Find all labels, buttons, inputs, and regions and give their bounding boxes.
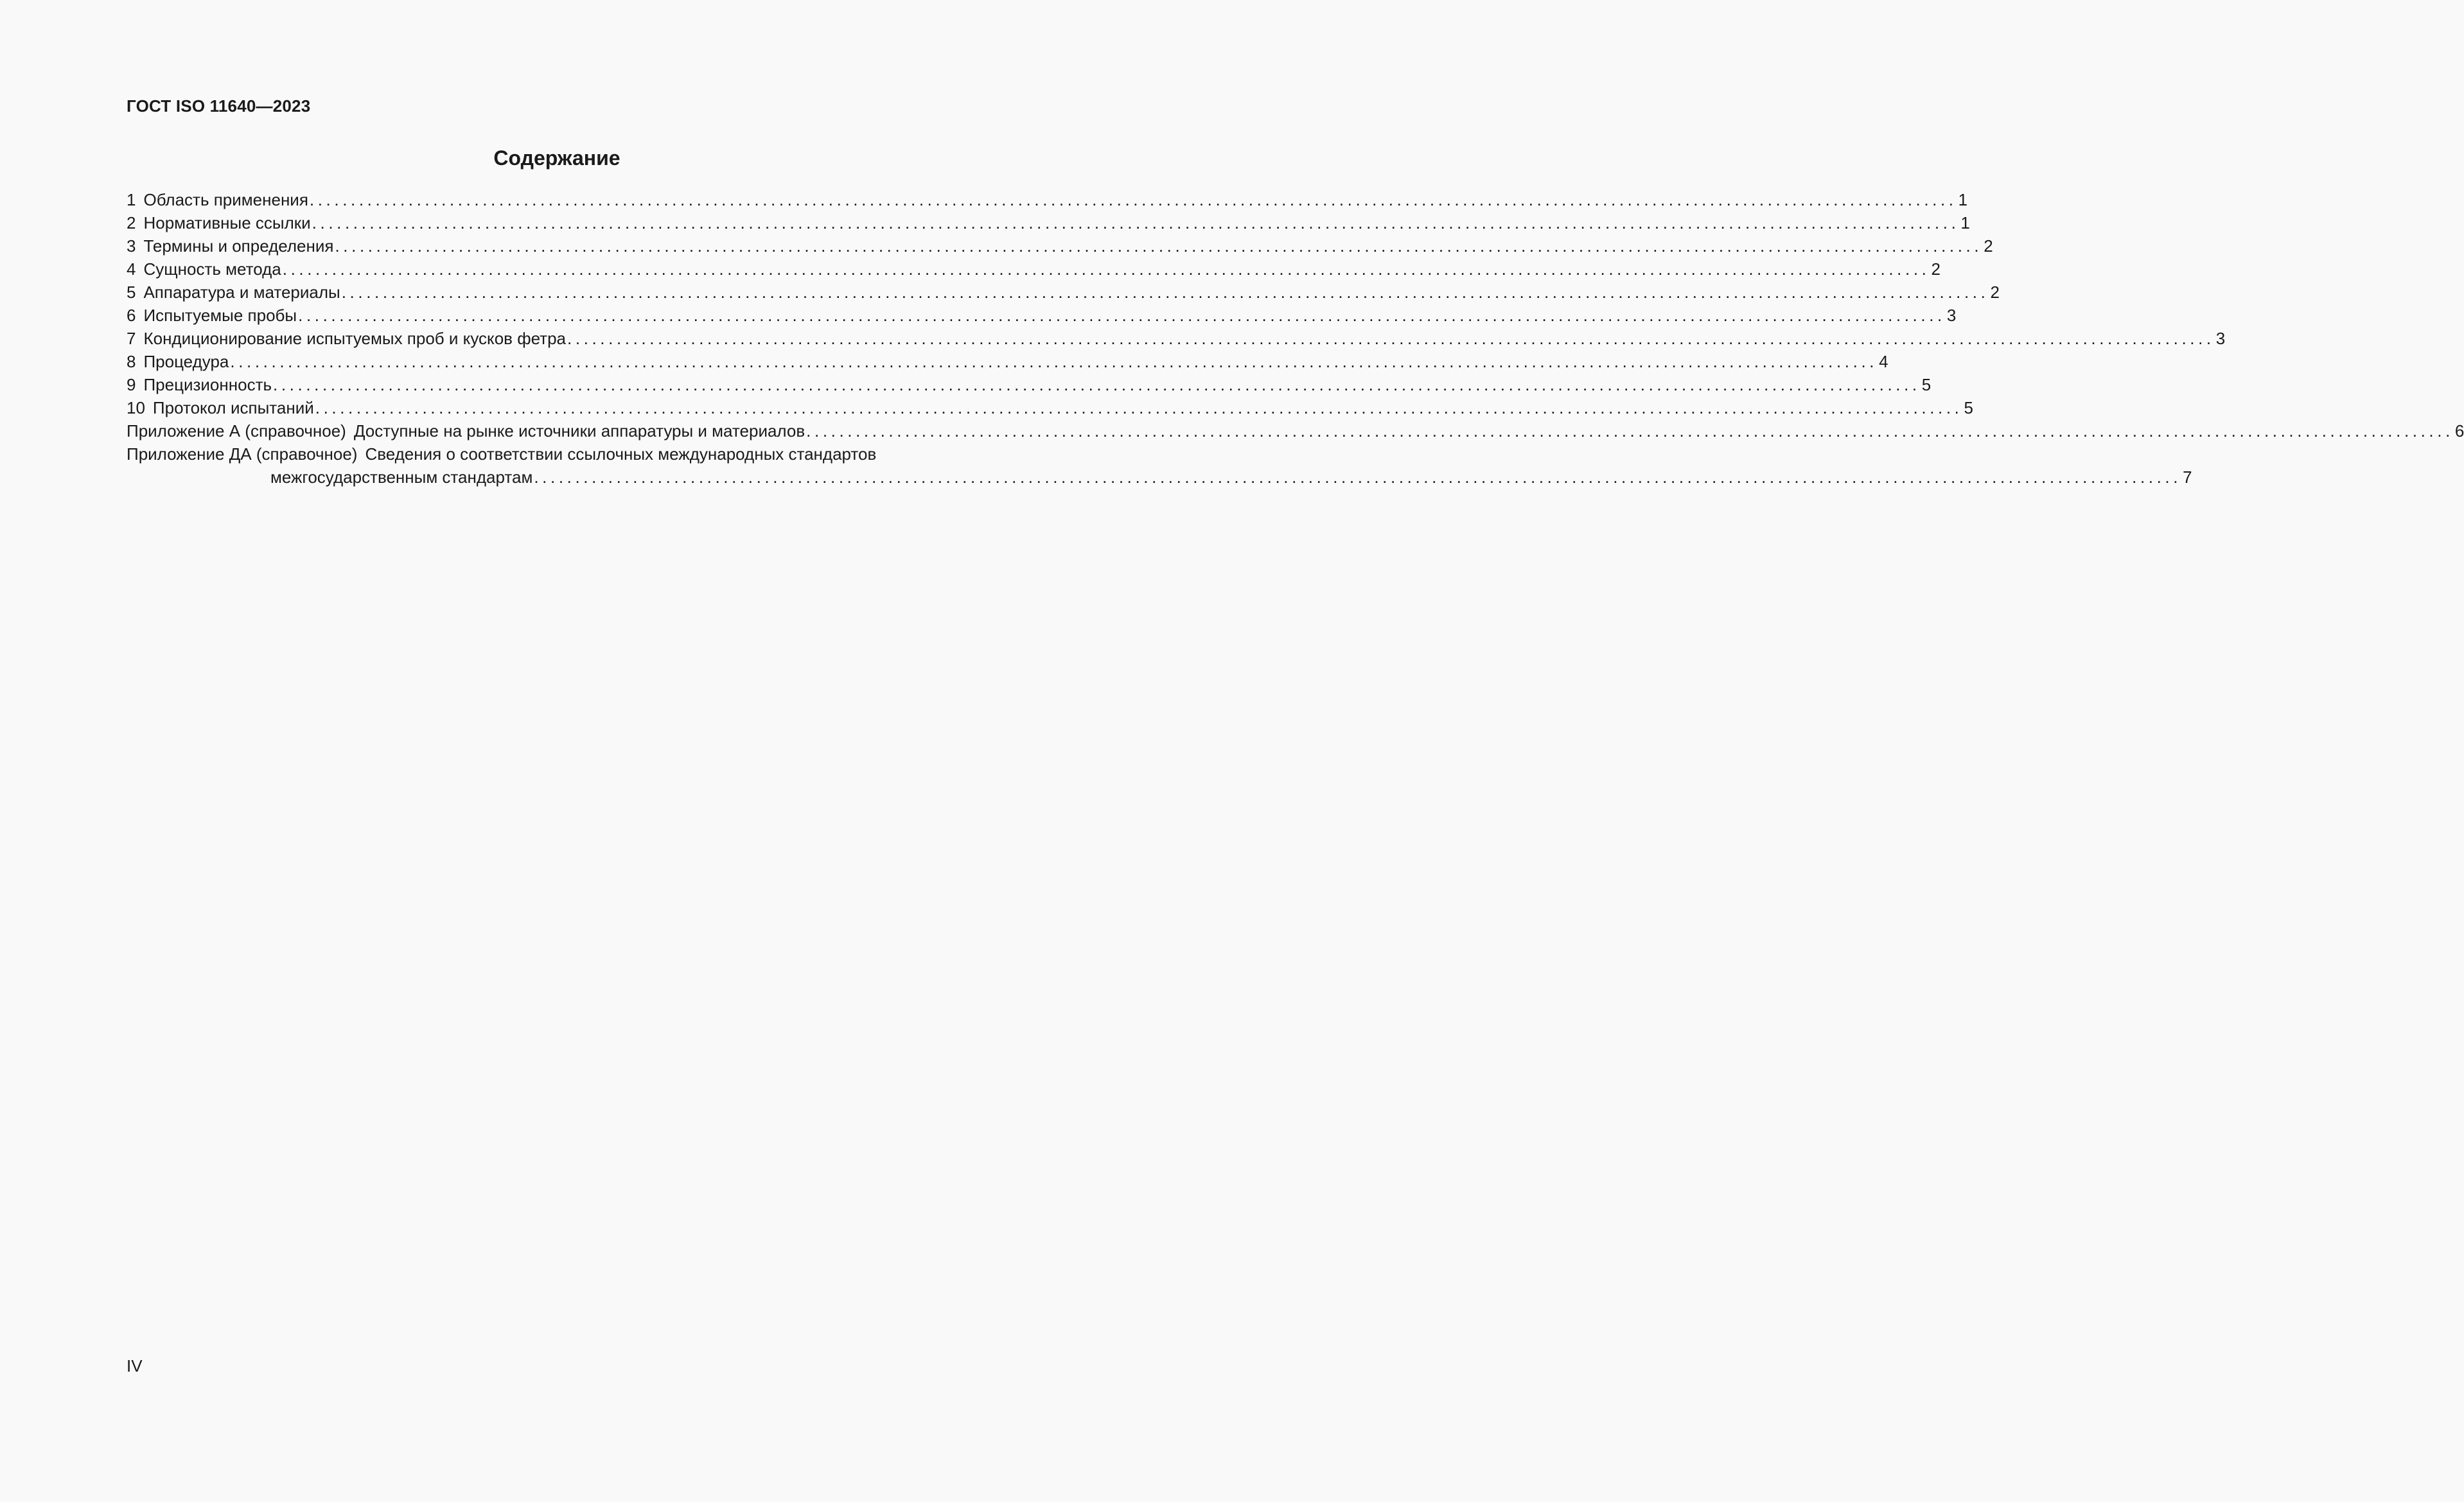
appendix-label: Приложение А (справочное) (127, 421, 346, 441)
toc-entry-number: 6 (127, 306, 136, 325)
toc-entry-number: 3 (127, 236, 136, 256)
toc-entry[interactable] (127, 211, 1970, 234)
toc-entry-title: Аппаратура и материалы (143, 283, 340, 302)
toc-entry-number: 9 (127, 375, 136, 394)
toc-entry-page: 2 (1990, 283, 2000, 302)
toc-entry[interactable] (127, 373, 1932, 396)
toc-entry-page: 5 (1921, 375, 1932, 394)
toc-entry[interactable] (127, 281, 2000, 304)
appendix-label: Приложение ДА (справочное) (127, 444, 358, 464)
toc-entry-page: 7 (2183, 467, 2192, 487)
toc-entry-title: Испытуемые пробы (143, 306, 297, 325)
toc-entry-title: Процедура (143, 352, 229, 371)
toc-entry-number: 8 (127, 352, 136, 371)
toc-entry[interactable] (127, 304, 1957, 327)
toc-entry-page: 3 (1946, 306, 1957, 325)
toc-entry[interactable] (127, 234, 1993, 258)
page-number: IV (127, 1356, 143, 1375)
toc-entry[interactable] (127, 327, 2226, 350)
toc-entry-appendix-a[interactable] (127, 419, 2464, 442)
toc-entry-appendix-da[interactable] (127, 442, 2192, 489)
toc-dot-leader: ........................................................................................................................................................................................................ (341, 283, 1989, 302)
toc-entry-number: 1 (127, 190, 136, 209)
toc-entry-title: Прецизионность (143, 375, 272, 394)
toc-entry-page: 5 (1964, 398, 1973, 417)
toc-entry-number: 10 (127, 398, 145, 417)
toc-dot-leader: ........................................................................................................................................................................................................ (273, 375, 1921, 394)
toc-entry-title: Кондиционирование испытуемых проб и кусков фетра (143, 329, 567, 348)
toc-entry-title: Термины и определения (143, 236, 334, 256)
toc-dot-leader: ........................................................................................................................................................................................................ (534, 467, 2182, 487)
document-header: ГОСТ ISO 11640—2023 (127, 96, 311, 116)
toc-entry-number: 4 (127, 259, 136, 279)
toc-entry[interactable] (127, 188, 1968, 211)
appendix-title: Доступные на рынке источники аппаратуры и материалов (353, 421, 805, 441)
toc-entry-page: 1 (1960, 213, 1970, 232)
toc-entry[interactable] (127, 396, 1973, 419)
toc-entry-title: Сущность метода (143, 259, 281, 279)
toc-dot-leader: ........................................................................................................................................................................................................ (230, 352, 1878, 371)
toc-dot-leader: ........................................................................................................................................................................................................ (335, 236, 1983, 256)
appendix-title-line1: Сведения о соответствии ссылочных международных стандартов (365, 444, 877, 464)
toc-entry[interactable] (127, 350, 1888, 373)
toc-dot-leader: ........................................................................................................................................................................................................ (567, 329, 2215, 348)
toc-entry-title: Область применения (143, 190, 308, 209)
toc-entry-page: 6 (2454, 421, 2464, 441)
toc-entry-title: Протокол испытаний (152, 398, 314, 417)
toc-entry-number: 5 (127, 283, 136, 302)
toc-entry-number: 2 (127, 213, 136, 232)
toc-dot-leader: ........................................................................................................................................................................................................ (312, 213, 1960, 232)
toc-entry-page: 2 (1984, 236, 1993, 256)
toc-entry-page: 3 (2215, 329, 2226, 348)
toc-dot-leader: ........................................................................................................................................................................................................ (315, 398, 1963, 417)
toc-dot-leader: ........................................................................................................................................................................................................ (806, 421, 2454, 441)
toc-entry[interactable] (127, 258, 1940, 281)
toc-title: Содержание (493, 146, 620, 170)
table-of-contents (127, 188, 2464, 489)
toc-dot-leader: ........................................................................................................................................................................................................ (309, 190, 1957, 209)
toc-entry-page: 2 (1931, 259, 1940, 279)
appendix-title-line2: межгосударственным стандартам (270, 467, 533, 487)
toc-entry-page: 1 (1958, 190, 1968, 209)
toc-dot-leader: ........................................................................................................................................................................................................ (298, 306, 1946, 325)
toc-entry-page: 4 (1879, 352, 1888, 371)
toc-entry-title: Нормативные ссылки (143, 213, 311, 232)
toc-dot-leader: ........................................................................................................................................................................................................ (282, 259, 1930, 279)
toc-entry-number: 7 (127, 329, 136, 348)
